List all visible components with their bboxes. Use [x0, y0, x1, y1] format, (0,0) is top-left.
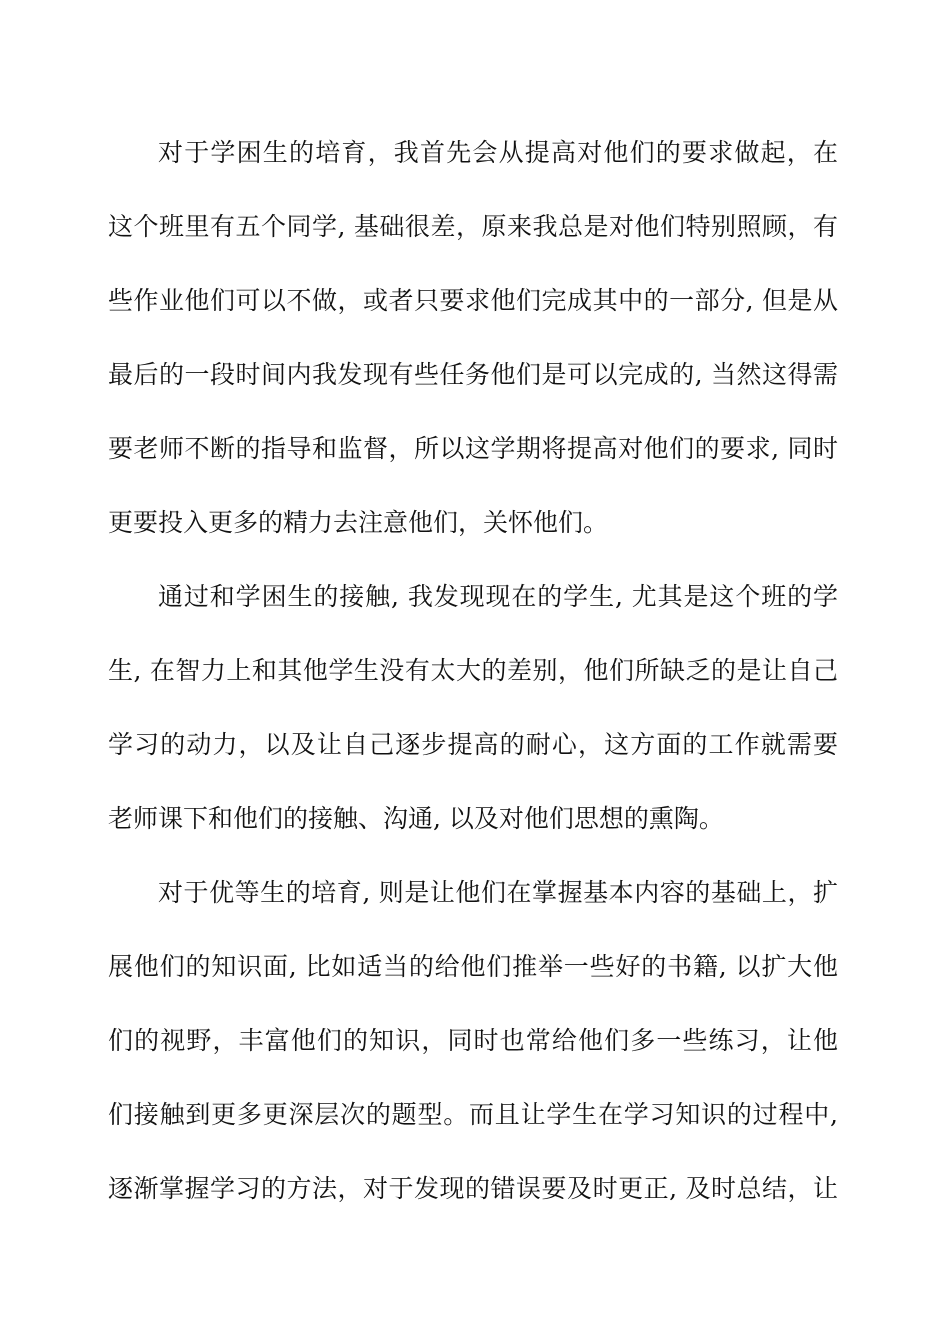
paragraph-1-line-6: 更要投入更多的精力去注意他们，关怀他们。 — [108, 508, 609, 537]
paragraph-3-line-4: 们接触到更多更深层次的题型。而且让学生在学习知识的过程中, — [108, 1100, 838, 1129]
paragraph-3-line-1: 对于优等生的培育, 则是让他们在掌握基本内容的基础上，扩 — [158, 878, 838, 907]
body-text — [108, 124, 838, 1234]
paragraph-2-line-4: 老师课下和他们的接触、沟通, 以及对他们思想的熏陶。 — [108, 804, 724, 833]
paragraph-1-line-3: 些作业他们可以不做，或者只要求他们完成其中的一部分, 但是从 — [108, 286, 838, 315]
paragraph-2-line-3: 学习的动力，以及让自己逐步提高的耐心，这方面的工作就需要 — [108, 730, 838, 759]
paragraph-3-line-5: 逐渐掌握学习的方法，对于发现的错误要及时更正, 及时总结，让 — [108, 1174, 838, 1203]
paragraph-1-line-2: 这个班里有五个同学, 基础很差，原来我总是对他们特别照顾，有 — [108, 212, 838, 241]
paragraph-3-line-2: 展他们的知识面, 比如适当的给他们推举一些好的书籍, 以扩大他 — [108, 952, 838, 981]
paragraph-2-line-1: 通过和学困生的接触, 我发现现在的学生, 尤其是这个班的学 — [158, 582, 838, 611]
paragraph-1-line-1: 对于学困生的培育，我首先会从提高对他们的要求做起，在 — [158, 138, 838, 167]
paragraph-3-line-3: 们的视野，丰富他们的知识，同时也常给他们多一些练习，让他 — [108, 1026, 838, 1055]
paragraph-2-line-2: 生, 在智力上和其他学生没有太大的差别，他们所缺乏的是让自己 — [108, 656, 838, 685]
paragraph-1-line-4: 最后的一段时间内我发现有些任务他们是可以完成的, 当然这得需 — [108, 360, 838, 389]
paragraph-1-line-5: 要老师不断的指导和监督，所以这学期将提高对他们的要求, 同时 — [108, 434, 838, 463]
